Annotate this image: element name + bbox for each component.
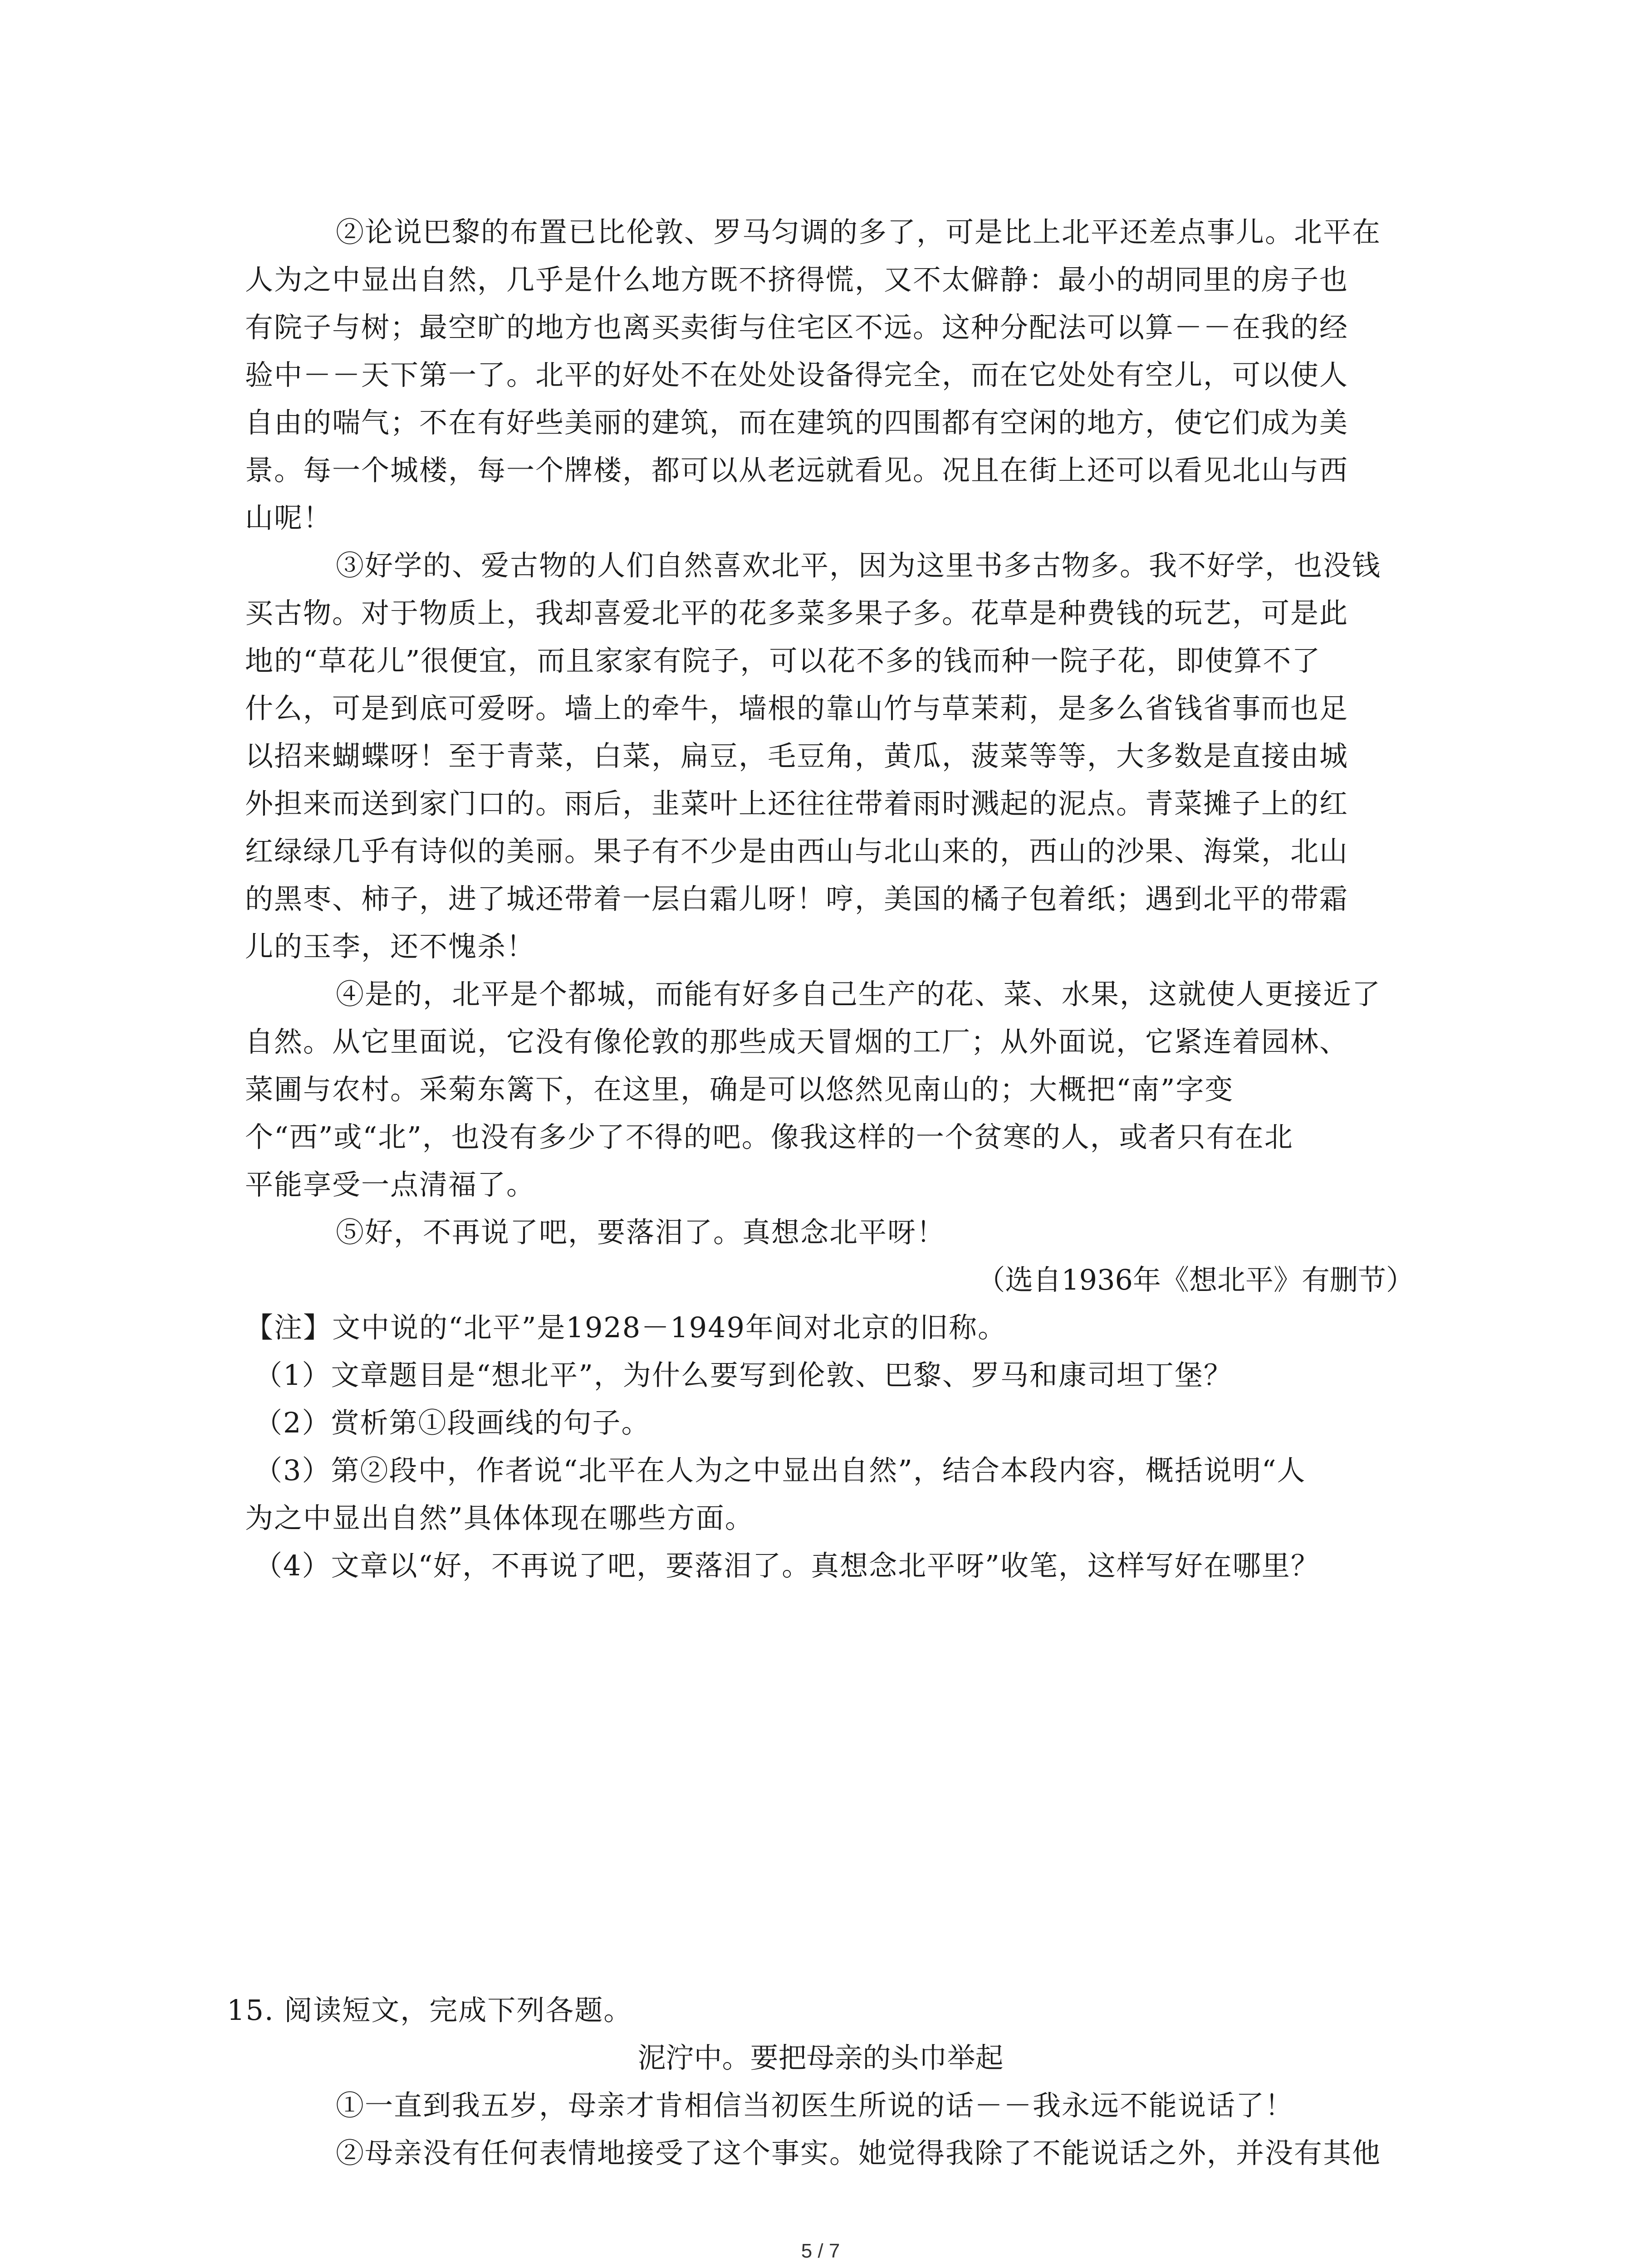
passage-title: 泥泞中。要把母亲的头巾举起: [637, 2041, 1004, 2074]
paragraph-3-line-3: 地的“草花儿”很便宜，而且家家有院子，可以花不多的钱而种一院子花，即使算不了: [245, 644, 1321, 677]
paragraph-3-line-9: 儿的玉李，还不愧杀！: [245, 930, 536, 963]
question-4: （4）文章以“好，不再说了吧，要落泪了。真想念北平呀”收笔，这样写好在哪里？: [254, 1549, 1320, 1582]
paragraph-4-line-5: 平能享受一点清福了。: [245, 1168, 536, 1201]
paragraph-3-line-7: 红绿绿几乎有诗似的美丽。果子有不少是由西山与北山来的，西山的沙果、海棠，北山: [245, 835, 1349, 868]
paragraph-4-line-1: ④是的，北平是个都城，而能有好多自己生产的花、菜、水果，这就使人更接近了: [336, 978, 1381, 1011]
paragraph-2-line-7: 山呢！: [245, 501, 333, 534]
paragraph-2-line-1: ②论说巴黎的布置已比伦敦、罗马匀调的多了，可是比上北平还差点事儿。北平在: [336, 215, 1381, 249]
question-3-line-1: （3）第②段中，作者说“北平在人为之中显出自然”，结合本段内容，概括说明“人: [254, 1454, 1306, 1487]
question-15-heading: 15. 阅读短文，完成下列各题。: [227, 1994, 633, 2027]
paragraph-3-line-4: 什么，可是到底可爱呀。墙上的牵牛，墙根的靠山竹与草茉莉，是多么省钱省事而也足: [245, 692, 1349, 725]
paragraph-3-line-5: 以招来蝴蝶呀！至于青菜，白菜，扁豆，毛豆角，黄瓜，菠菜等等，大多数是直接由城: [245, 739, 1349, 772]
paragraph-2-line-3: 有院子与树；最空旷的地方也离买卖街与住宅区不远。这种分配法可以算－－在我的经: [245, 311, 1349, 344]
paragraph-2-line-4: 验中－－天下第一了。北平的好处不在处处设备得完全，而在它处处有空儿，可以使人: [245, 358, 1349, 391]
paragraph-3-line-2: 买古物。对于物质上，我却喜爱北平的花多菜多果子多。花草是种费钱的玩艺，可是此: [245, 596, 1349, 630]
paragraph-2-line-6: 景。每一个城楼，每一个牌楼，都可以从老远就看见。况且在街上还可以看见北山与西: [245, 454, 1349, 487]
annotation-note: 【注】文中说的“北平”是1928－1949年间对北京的旧称。: [245, 1311, 1007, 1344]
passage-line-1: ①一直到我五岁，母亲才肯相信当初医生所说的话－－我永远不能说话了！: [336, 2089, 1294, 2122]
paragraph-4-line-4: 个“西”或“北”，也没有多少了不得的吧。像我这样的一个贫寒的人，或者只有在北: [245, 1120, 1293, 1154]
question-3-line-2: 为之中显出自然”具体体现在哪些方面。: [245, 1501, 754, 1535]
paragraph-4-line-3: 菜圃与农村。采菊东篱下，在这里，确是可以悠然见南山的；大概把“南”字变: [245, 1073, 1234, 1106]
question-1: （1）文章题目是“想北平”，为什么要写到伦敦、巴黎、罗马和康司坦丁堡？: [254, 1359, 1233, 1392]
paragraph-2-line-2: 人为之中显出自然，几乎是什么地方既不挤得慌，又不太僻静：最小的胡同里的房子也: [245, 263, 1349, 296]
paragraph-3-line-8: 的黑枣、柿子，进了城还带着一层白霜儿呀！哼，美国的橘子包着纸；遇到北平的带霜: [245, 882, 1349, 915]
paragraph-3-line-1: ③好学的、爱古物的人们自然喜欢北平，因为这里书多古物多。我不好学，也没钱: [336, 549, 1381, 582]
page-number: 5 / 7: [801, 2240, 840, 2262]
paragraph-5: ⑤好，不再说了吧，要落泪了。真想念北平呀！: [336, 1216, 946, 1249]
paragraph-3-line-6: 外担来而送到家门口的。雨后，韭菜叶上还往往带着雨时溅起的泥点。青菜摊子上的红: [245, 787, 1349, 820]
question-2: （2）赏析第①段画线的句子。: [254, 1406, 651, 1439]
source-citation: （选自1936年《想北平》有删节）: [977, 1263, 1414, 1296]
paragraph-4-line-2: 自然。从它里面说，它没有像伦敦的那些成天冒烟的工厂；从外面说，它紧连着园林、: [245, 1025, 1349, 1058]
passage-line-2: ②母亲没有任何表情地接受了这个事实。她觉得我除了不能说话之外，并没有其他: [336, 2136, 1381, 2170]
paragraph-2-line-5: 自由的喘气；不在有好些美丽的建筑，而在建筑的四围都有空闲的地方，使它们成为美: [245, 406, 1349, 439]
